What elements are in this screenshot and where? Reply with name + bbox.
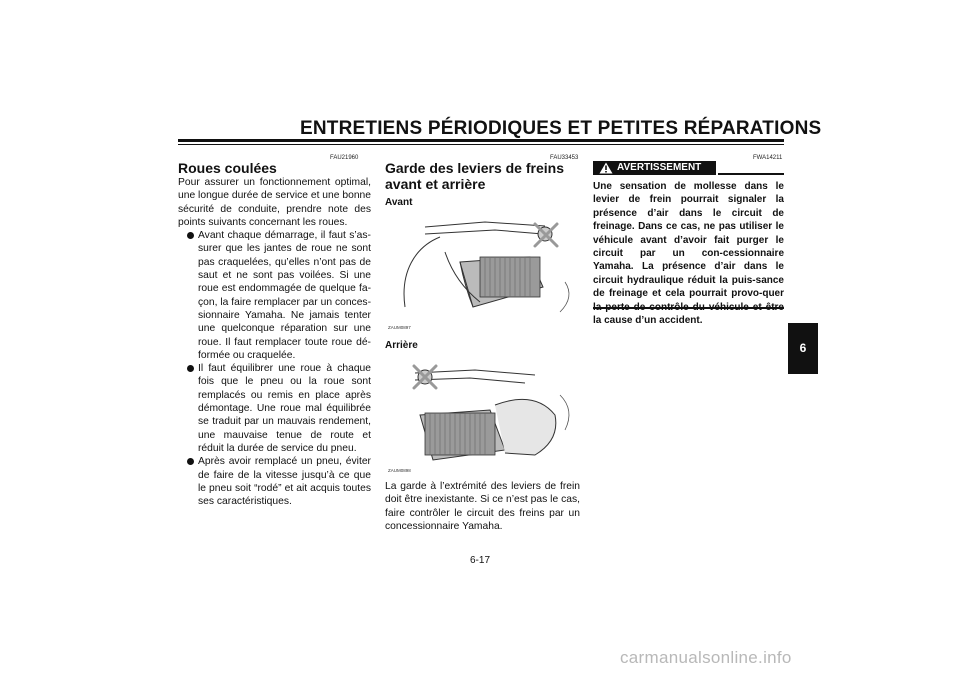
header-rule — [178, 139, 784, 142]
left-section-code: FAU21960 — [330, 155, 359, 161]
header-rule-thin — [178, 144, 784, 145]
label-arriere: Arrière — [385, 340, 418, 351]
section-title-roues: Roues coulées — [178, 160, 277, 176]
list-item: Après avoir remplacé un pneu, éviter de faire de la vitesse jusqu’à ce que le pneu soit “rodé” et ait acquis toutes ses caractéristiques. — [178, 455, 371, 508]
list-item: Il faut équilibrer une roue à chaque fois que le pneu ou la roue sont remplacés ou remis en place après démontage. Une roue mal équilibrée se traduit par un mauvais rendement, une mauvaise tenue de route et réduit la durée de service du pneu. — [178, 362, 371, 455]
warning-code: FWA14211 — [753, 155, 783, 161]
warning-header-rule — [718, 173, 784, 175]
watermark: carmanualsonline.info — [620, 648, 792, 667]
label-avant: Avant — [385, 197, 413, 208]
left-column — [178, 160, 371, 508]
page-header-title: ENTRETIENS PÉRIODIQUES ET PETITES RÉPARATIONS — [300, 118, 822, 139]
bullet-icon — [187, 365, 194, 372]
warning-label-box — [593, 161, 716, 175]
front-brake-lever-illustration — [385, 212, 580, 332]
roues-intro: Pour assurer un fonctionnement optimal, une longue durée de service et une bonne sécurité de conduite, prendre note des points suivants concernant les roues. — [178, 177, 371, 228]
section-title-leviers: Garde des leviers de freins avant et arrière — [385, 160, 564, 192]
leviers-body: La garde à l’extrémité des leviers de frein doit être inexistante. Si ce n’est pas le cas, faire contrôler le circuit des freins par un concessionnaire Yamaha. — [385, 481, 580, 532]
roues-bullet-list — [178, 229, 371, 508]
rear-brake-lever-illustration — [385, 355, 580, 475]
middle-title-block — [385, 160, 580, 192]
leviers-body-text — [385, 480, 580, 533]
warning-text: Une sensation de mollesse dans le levier de frein pourrait signaler la présence d’air dans le circuit de freinage. Dans ce cas, ne pas utiliser le véhicule avant d’avoir fait purger le circuit par un con-cessionnaire Yamaha. La présence d’air dans le circuit hydraulique réduit la puis-sance de freinage et cela pourrait provo-quer la cause d’un accident. — [593, 181, 784, 327]
list-item: Avant chaque démarrage, il faut s’as-surer que les jantes de roue ne sont pas craquelées, qu’elles n’ont pas de saut et ne sont pas voilées. Si une roue est endommagée de quelque fa-çon, la faire remplacer par un conces-sionnaire Yamaha. Ne jamais tenter une quelconque réparation sur une roue. Il faut remplacer toute roue dé-formée ou craquelée. — [178, 229, 371, 362]
chapter-tab: 6 — [788, 323, 818, 374]
warning-label: AVERTISSEMENT — [617, 162, 702, 173]
bullet-icon — [187, 458, 194, 465]
middle-section-code: FAU33453 — [550, 155, 579, 161]
front-figure-code: ZAUM0897 — [388, 325, 411, 330]
page-number: 6-17 — [469, 555, 490, 566]
bullet-icon — [187, 232, 194, 239]
rear-figure-code: ZAUM0898 — [388, 468, 411, 473]
warning-header — [593, 161, 784, 175]
warning-bottom-rule — [593, 307, 784, 309]
warning-triangle-icon — [599, 162, 613, 174]
